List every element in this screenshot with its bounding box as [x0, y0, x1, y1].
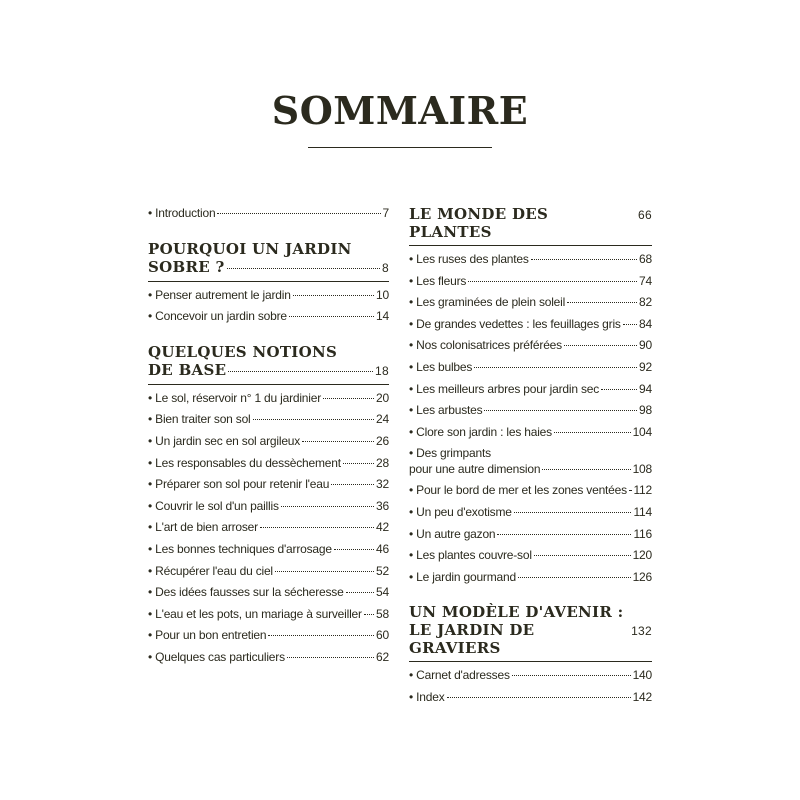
- section-divider: [409, 661, 652, 662]
- dot-leader: [542, 469, 630, 470]
- dot-leader: [281, 506, 374, 507]
- toc-entry-grimpants[interactable]: [409, 445, 652, 477]
- dot-leader: [474, 367, 637, 368]
- toc-entry-page: 142: [632, 689, 652, 704]
- toc-entry-label: • Les bulbes: [409, 359, 473, 374]
- dot-leader: [227, 268, 380, 269]
- section-heading-line: POURQUOI UN JARDIN: [148, 239, 352, 258]
- toc-entry-label: • Les meilleurs arbres pour jardin sec: [409, 381, 600, 396]
- dot-leader: [514, 512, 632, 513]
- dot-leader: [293, 295, 374, 296]
- toc-entry-page: 94: [639, 381, 652, 396]
- toc-entry-page: 112: [633, 483, 652, 498]
- toc-entry-page: 60: [376, 628, 389, 643]
- toc-entry-page: 68: [639, 252, 652, 266]
- toc-entry-page: 10: [376, 287, 389, 302]
- toc-entry[interactable]: [409, 424, 652, 446]
- toc-entry[interactable]: [409, 359, 652, 381]
- dot-leader: [323, 398, 374, 399]
- section-heading-line: UN MODÈLE D'AVENIR :: [409, 603, 624, 622]
- section-page: 8: [382, 260, 389, 275]
- dot-leader: [484, 410, 637, 411]
- dot-leader: [228, 371, 373, 372]
- toc-entry-page: 108: [632, 462, 652, 477]
- toc-entry-label: • Le jardin gourmand: [409, 569, 516, 584]
- dot-leader: [567, 302, 637, 303]
- toc-entry-page: 42: [376, 520, 389, 535]
- section-page: 18: [375, 363, 389, 378]
- dot-leader: [447, 697, 631, 698]
- section-page: 132: [631, 624, 652, 639]
- toc-entry-page: 140: [632, 668, 652, 683]
- toc-entry-page: 104: [632, 424, 652, 439]
- dot-leader: [217, 213, 380, 214]
- toc-entry-label: • Pour le bord de mer et les zones ventées: [409, 483, 627, 498]
- dot-leader: [260, 527, 374, 528]
- toc-entry-label: • Les ruses des plantes: [409, 252, 529, 266]
- toc-entry[interactable]: [148, 476, 389, 498]
- toc-entry-label: • Index: [409, 689, 445, 704]
- toc-entry[interactable]: [409, 504, 652, 526]
- section-divider: [148, 384, 389, 385]
- section-heading-line: DE BASE: [148, 360, 227, 379]
- toc-entry-page: 58: [376, 606, 389, 621]
- dot-leader: [331, 484, 374, 485]
- toc-entry[interactable]: [148, 498, 389, 520]
- toc-entry-page: 98: [639, 403, 652, 418]
- dot-leader: [334, 549, 374, 550]
- toc-right-column: [409, 205, 652, 711]
- toc-entry-page: 46: [376, 541, 389, 556]
- toc-entry-label: • Les responsables du dessèchement: [148, 455, 341, 470]
- section-heading-line: SOBRE ?: [148, 257, 225, 276]
- toc-entry-label: • Un autre gazon: [409, 526, 496, 541]
- dot-leader: [302, 441, 374, 442]
- toc-entry[interactable]: [148, 563, 389, 585]
- toc-entry-label: • Nos colonisatrices préférées: [409, 338, 562, 353]
- toc-entry-label: • Carnet d'adresses: [409, 668, 510, 683]
- toc-entry-label: • Les bonnes techniques d'arrosage: [148, 541, 332, 556]
- toc-entry[interactable]: [409, 402, 652, 424]
- toc-entry[interactable]: [148, 584, 389, 606]
- toc-entry-page: 24: [376, 412, 389, 427]
- dot-leader: [554, 432, 631, 433]
- dot-leader: [343, 463, 374, 464]
- toc-entry[interactable]: [148, 455, 389, 477]
- section-page: 66: [638, 208, 652, 222]
- toc-entry[interactable]: [148, 411, 389, 433]
- toc-entry-page: 82: [639, 295, 652, 310]
- toc-entry[interactable]: [148, 649, 389, 671]
- toc-entry-label: • Les graminées de plein soleil: [409, 295, 566, 310]
- toc-entry[interactable]: [409, 251, 652, 273]
- dot-leader: [534, 555, 631, 556]
- title-divider: [308, 147, 492, 148]
- toc-entry-label: pour une autre dimension: [409, 462, 541, 477]
- toc-entry-page: 28: [376, 455, 389, 470]
- toc-entry-label: • Un peu d'exotisme: [409, 504, 512, 519]
- toc-entry[interactable]: [409, 337, 652, 359]
- toc-entry-label: • Penser autrement le jardin: [148, 287, 291, 302]
- dot-leader: [623, 324, 637, 325]
- dot-leader: [629, 490, 632, 491]
- section-heading-plantes[interactable]: [409, 205, 652, 241]
- dot-leader: [289, 316, 374, 317]
- toc-entry-page: 54: [376, 585, 389, 600]
- dot-leader: [564, 345, 637, 346]
- toc-entry-label: • Quelques cas particuliers: [148, 649, 285, 664]
- dot-leader: [468, 281, 637, 282]
- toc-entry-label: • Les plantes couvre-sol: [409, 548, 532, 563]
- dot-leader: [275, 571, 374, 572]
- toc-entry-page: 20: [376, 390, 389, 405]
- toc-entry-label: • De grandes vedettes : les feuillages gris: [409, 316, 621, 331]
- toc-entry[interactable]: [409, 569, 652, 591]
- toc-entry-label: • Couvrir le sol d'un paillis: [148, 498, 279, 513]
- section-divider: [148, 281, 389, 282]
- toc-entry[interactable]: [409, 689, 652, 711]
- toc-entry-label: • Préparer son sol pour retenir l'eau: [148, 477, 330, 492]
- toc-entry-page: 52: [376, 563, 389, 578]
- toc-entry[interactable]: [409, 273, 652, 295]
- dot-leader: [518, 577, 631, 578]
- toc-entry[interactable]: [409, 294, 652, 316]
- toc-entry-page: 14: [376, 309, 389, 324]
- toc-entry-label: • Récupérer l'eau du ciel: [148, 563, 273, 578]
- toc-entry-label: • Le sol, réservoir n° 1 du jardinier: [148, 390, 322, 405]
- toc-entry-label: • L'art de bien arroser: [148, 520, 258, 535]
- toc-entry-label: • Concevoir un jardin sobre: [148, 309, 287, 324]
- toc-entry-page: 32: [376, 477, 389, 492]
- toc-entry-label: • Les fleurs: [409, 273, 467, 288]
- toc-entry[interactable]: [148, 390, 389, 412]
- toc-entry[interactable]: [409, 316, 652, 338]
- section-heading-line: LE MONDE DES PLANTES: [409, 205, 549, 241]
- toc-entry-page: 26: [376, 433, 389, 448]
- toc-entry-page: 120: [632, 548, 652, 563]
- section-heading-pourquoi[interactable]: [148, 240, 389, 277]
- toc-entry-page: 74: [639, 273, 652, 288]
- toc-entry-label: • Pour un bon entretien: [148, 628, 267, 643]
- toc-entry-label: • Clore son jardin : les haies: [409, 424, 552, 439]
- toc-entry[interactable]: [409, 482, 652, 504]
- page-title: SOMMAIRE: [271, 88, 529, 133]
- toc-entry[interactable]: [148, 606, 389, 628]
- dot-leader: [497, 534, 631, 535]
- dot-leader: [512, 675, 631, 676]
- toc-left-column: [148, 205, 389, 671]
- toc-entry[interactable]: [148, 308, 389, 330]
- toc-entry[interactable]: [409, 547, 652, 569]
- toc-entry-page: 7: [382, 206, 389, 220]
- section-heading-notions[interactable]: [148, 343, 389, 380]
- section-divider: [409, 245, 652, 246]
- toc-entry-page: 84: [639, 316, 652, 331]
- dot-leader: [268, 635, 374, 636]
- dot-leader: [601, 389, 637, 390]
- toc-entry-label: • Des idées fausses sur la sécheresse: [148, 585, 344, 600]
- toc-entry-page: 62: [376, 649, 389, 664]
- dot-leader: [531, 259, 637, 260]
- toc-entry[interactable]: [148, 433, 389, 455]
- toc-entry-page: 114: [633, 504, 652, 519]
- toc-entry[interactable]: [409, 381, 652, 403]
- toc-entry-label: • Un jardin sec en sol argileux: [148, 433, 301, 448]
- toc-entry-label: • L'eau et les pots, un mariage à surveiller: [148, 606, 362, 621]
- dot-leader: [253, 419, 375, 420]
- toc-entry[interactable]: [148, 519, 389, 541]
- toc-entry[interactable]: [148, 541, 389, 563]
- toc-entry-label: • Introduction: [148, 206, 216, 220]
- toc-entry[interactable]: [148, 287, 389, 309]
- toc-entry-introduction[interactable]: [148, 205, 389, 227]
- section-heading-graviers[interactable]: [409, 603, 652, 657]
- toc-entry-label: • Les arbustes: [409, 403, 483, 418]
- toc-entry-label: • Des grimpants: [409, 446, 491, 461]
- dot-leader: [287, 657, 374, 658]
- dot-leader: [364, 614, 374, 615]
- toc-entry-page: 126: [632, 569, 652, 584]
- toc-entry[interactable]: [148, 627, 389, 649]
- toc-entry-label: • Bien traiter son sol: [148, 412, 251, 427]
- toc-entry-page: 92: [639, 359, 652, 374]
- toc-entry-page: 36: [376, 498, 389, 513]
- dot-leader: [346, 592, 374, 593]
- toc-entry[interactable]: [409, 667, 652, 689]
- section-heading-line: QUELQUES NOTIONS: [148, 342, 338, 361]
- toc-entry-page: 116: [633, 526, 652, 541]
- section-heading-line: LE JARDIN DE GRAVIERS: [409, 621, 535, 658]
- toc-entry-page: 90: [639, 338, 652, 353]
- toc-entry[interactable]: [409, 526, 652, 548]
